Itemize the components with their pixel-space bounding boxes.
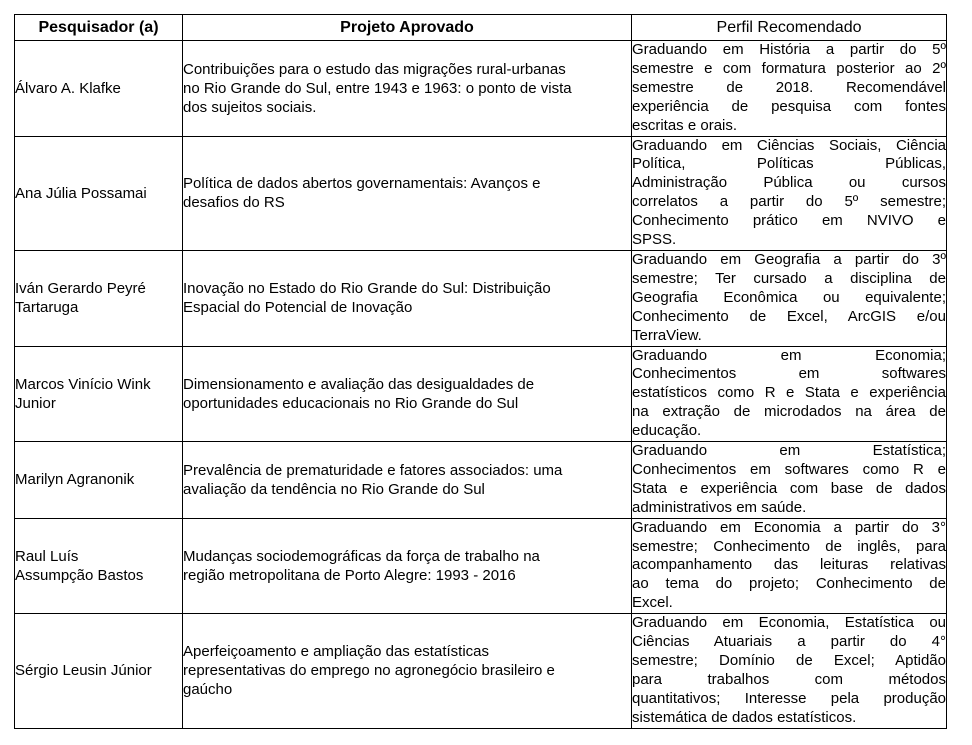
project-cell-line: Aperfeiçoamento e ampliação das estatísticas [183, 643, 489, 661]
project-cell [183, 41, 632, 137]
profile-cell-line: estatísticos como R e Stata e experiência [632, 384, 946, 402]
profile-cell-line: quantitativos; Interesse pela produção [632, 689, 946, 707]
researcher-cell-line: Marcos Vinício Wink [15, 375, 151, 393]
profile-cell-line: semestre; Conhecimento de inglês, para [632, 537, 946, 555]
project-cell-line: representativas do emprego no agronegócio brasileiro e [183, 662, 555, 680]
table-row [15, 614, 947, 728]
researcher-cell-line: Marilyn Agranonik [15, 471, 135, 489]
researcher-cell-line: Ana Júlia Possamai [15, 184, 147, 202]
profile-cell-line: Stata e experiência com base de dados [632, 479, 946, 497]
project-cell-line: no Rio Grande do Sul, entre 1943 e 1963: o ponto de vista [183, 79, 572, 97]
profile-cell-line: acompanhamento das leituras relativas [632, 556, 946, 574]
profile-cell-line: Conhecimento de Excel, ArcGIS e/ou [632, 307, 946, 325]
researcher-cell-line: Assumpção Bastos [15, 566, 144, 584]
profile-cell-line: correlatos a partir do 5º semestre; [632, 193, 946, 211]
project-cell-line: gaúcho [183, 681, 233, 699]
profile-cell [632, 442, 947, 519]
profile-cell-line: escritas e orais. [632, 116, 738, 134]
project-cell-line: Espacial do Potencial de Inovação [183, 299, 413, 317]
project-cell [183, 136, 632, 250]
profile-cell-line: Graduando em Estatística; [632, 442, 946, 460]
project-cell [183, 346, 632, 442]
profile-cell [632, 136, 947, 250]
profile-cell-line: Graduando em Economia a partir do 3° [632, 518, 946, 536]
profile-cell-line: Graduando em Economia, Estatística ou [632, 614, 946, 632]
researcher-cell [15, 346, 183, 442]
profile-cell-line: semestre; Domínio de Excel; Aptidão [632, 652, 946, 669]
researcher-cell-line: Sérgio Leusin Júnior [15, 662, 152, 680]
profile-cell-line: experiência de pesquisa com fontes [632, 97, 946, 115]
researcher-cell-line: Tartaruga [15, 299, 79, 317]
profile-cell-line: semestre de 2018. Recomendável [632, 78, 946, 96]
researcher-cell [15, 442, 183, 519]
profile-cell-line: Graduando em História a partir do 5º [632, 41, 946, 58]
profile-cell-line: TerraView. [632, 326, 702, 344]
project-cell-line: Política de dados abertos governamentais: Avanços e [183, 175, 541, 193]
project-cell-line: Dimensionamento e avaliação das desigualdades de [183, 375, 535, 393]
project-cell-line: Prevalência de prematuridade e fatores associados: uma [183, 461, 563, 479]
project-cell-line: Contribuições para o estudo das migrações rural-urbanas [183, 60, 566, 78]
researcher-cell [15, 250, 183, 346]
profile-cell-line: administrativos em saúde. [632, 498, 807, 516]
profile-cell-line: Conhecimento prático em NVIVO e [632, 212, 946, 230]
profile-cell-line: Ciências Atuariais a partir do 4° [632, 633, 946, 651]
project-cell-line: desafios do RS [183, 194, 285, 212]
profile-cell-line: Graduando em Geografia a partir do 3º [632, 250, 946, 268]
project-cell-line: avaliação da tendência no Rio Grande do Sul [183, 480, 485, 498]
profile-cell-line: SPSS. [632, 231, 677, 249]
profile-cell-line: Conhecimentos em softwares como R e [632, 460, 946, 478]
profile-cell-line: na extração de microdados na área de [632, 403, 946, 421]
profile-cell-line: Graduando em Ciências Sociais, Ciência [632, 136, 946, 154]
researcher-cell [15, 41, 183, 137]
profile-cell-line: ao tema do projeto; Conhecimento de [632, 575, 946, 593]
table-row [15, 136, 947, 250]
project-cell-line: Mudanças sociodemográficas da força de trabalho na [183, 547, 540, 565]
researcher-cell-line: Álvaro A. Klafke [15, 79, 121, 97]
project-cell [183, 614, 632, 728]
research-projects-table [14, 14, 947, 729]
project-cell [183, 442, 632, 519]
profile-cell [632, 41, 947, 137]
profile-cell-line: Conhecimentos em softwares [632, 365, 946, 383]
researcher-cell [15, 518, 183, 614]
profile-cell-line: Graduando em Economia; [632, 346, 946, 364]
researcher-cell-line: Raul Luís [15, 547, 79, 565]
profile-cell-line: Política, Políticas Públicas, [632, 155, 946, 173]
researcher-cell [15, 136, 183, 250]
header-row [15, 15, 947, 41]
profile-cell-line: semestre e com formatura posterior ao 2º [632, 59, 946, 77]
profile-cell [632, 614, 947, 728]
profile-cell-line: Geografia Econômica ou equivalente; [632, 288, 946, 306]
profile-cell-line: educação. [632, 422, 702, 440]
project-cell-line: região metropolitana de Porto Alegre: 1993 - 2016 [183, 566, 516, 584]
project-cell-line: Inovação no Estado do Rio Grande do Sul: Distribuição [183, 280, 551, 298]
project-cell [183, 250, 632, 346]
profile-cell-line: sistemática de dados estatísticos. [632, 708, 857, 726]
profile-cell-line: semestre; Ter cursado a disciplina de [632, 269, 946, 287]
project-cell-line: oportunidades educacionais no Rio Grande do Sul [183, 394, 519, 412]
header-researcher: Pesquisador (a) [15, 15, 183, 41]
researcher-cell [15, 614, 183, 728]
researcher-cell-line: Junior [15, 394, 56, 412]
profile-cell [632, 518, 947, 614]
researcher-cell-line: Iván Gerardo Peyré [15, 280, 146, 298]
profile-cell [632, 346, 947, 442]
header-project: Projeto Aprovado [183, 15, 632, 41]
header-profile: Perfil Recomendado [632, 15, 947, 41]
table-row [15, 41, 947, 137]
profile-cell [632, 250, 947, 346]
table-row [15, 346, 947, 442]
table-row [15, 442, 947, 519]
table-body [15, 41, 947, 729]
table-row [15, 250, 947, 346]
project-cell-line: dos sujeitos sociais. [183, 98, 317, 116]
profile-cell-line: para trabalhos com métodos [632, 670, 946, 688]
profile-cell-line: Administração Pública ou cursos [632, 174, 946, 192]
project-cell [183, 518, 632, 614]
profile-cell-line: Excel. [632, 594, 673, 612]
table-row [15, 518, 947, 614]
